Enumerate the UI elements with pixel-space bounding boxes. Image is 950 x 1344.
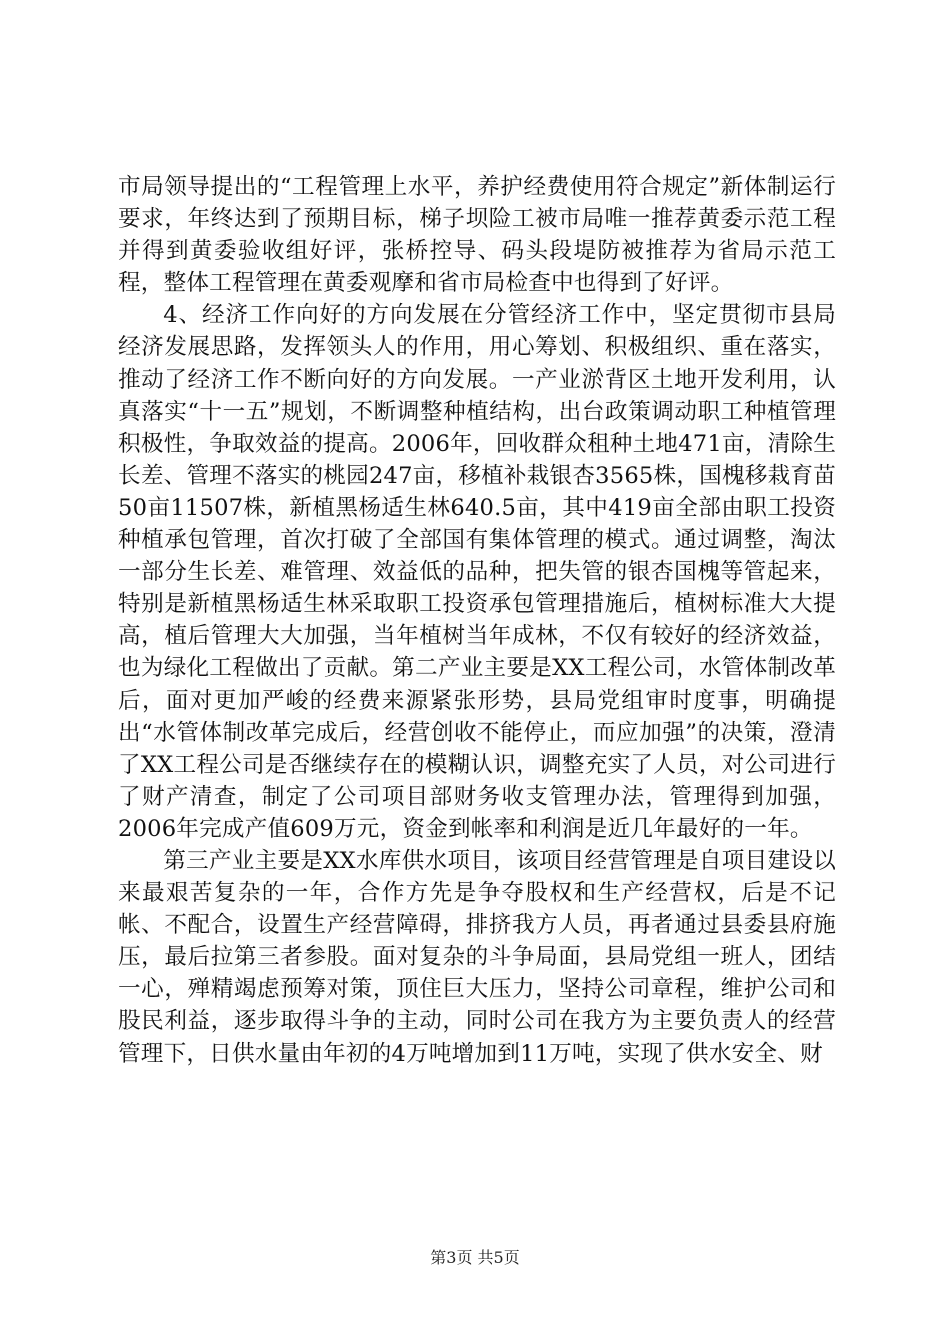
paragraph-1: 市局领导提出的“工程管理上水平，养护经费使用符合规定”新体制运行要求，年终达到了预期目标，梯子坝险工被市局唯一推荐黄委示范工程并得到黄委验收组好评，张桥控导、码头段堤防被推荐为省局示范工程，整体工程管理在黄委观摩和省市局检查中也得到了好评。 (118, 174, 836, 297)
body-text (118, 171, 836, 1070)
paragraph-3: 第三产业主要是XX水库供水项目，该项目经营管理是自项目建设以来最艰苦复杂的一年，合作方先是争夺股权和生产经营权，后是不记帐、不配合，设置生产经营障碍，排挤我方人员，再者通过县委县府施压，最后拉第三者参股。面对复杂的斗争局面，县局党组一班人，团结一心，殚精竭虑预筹对策，顶住巨大压力，坚持公司章程，维护公司和股民利益，逐步取得斗争的主动，同时公司在我方为主要负责人的经营管理下，日供水量由年初的4万吨增加到11万吨，实现了供水安全、财 (118, 847, 836, 1067)
paragraph-2: 4、经济工作向好的方向发展在分管经济工作中，坚定贯彻市县局经济发展思路，发挥领头人的作用，用心筹划、积极组织、重在落实，推动了经济工作不断向好的方向发展。一产业淤背区土地开发利用，认真落实“十一五”规划，不断调整种植结构，出台政策调动职工种植管理积极性，争取效益的提高。2006年，回收群众租种土地471亩，清除生长差、管理不落实的桃园247亩，移植补栽银杏3565株，国槐移栽育苗50亩11507株，新植黑杨适生林640.5亩，其中419亩全部由职工投资种植承包管理，首次打破了全部国有集体管理的模式。通过调整，淘汰一部分生长差、难管理、效益低的品种，把失管的银杏国槐等管起来，特别是新植黑杨适生林采取职工投资承包管理措施后，植树标准大大提高，植后管理大大加强，当年植树当年成林，不仅有较好的经济效益，也为绿化工程做出了贡献。第二产业主要是XX工程公司，水管体制改革后，面对更加严峻的经费来源紧张形势，县局党组审时度事，明确提出“水管体制改革完成后，经营创收不能停止，而应加强”的决策，澄清了XX工程公司是否继续存在的模糊认识，调整充实了人员，对公司进行了财产清查，制定了公司项目部财务收支管理办法，管理得到加强，2006年完成产值609万元，资金到帐率和利润是近几年最好的一年。 (118, 302, 836, 842)
page-footer: 第3页 共5页 (430, 1248, 520, 1267)
